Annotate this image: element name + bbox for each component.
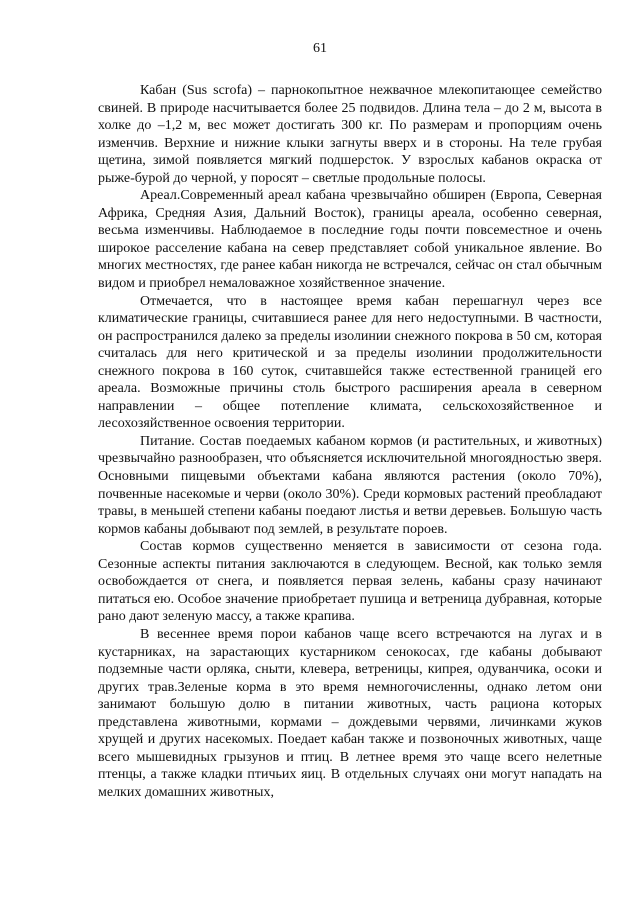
paragraph-range-expansion: Отмечается, что в настоящее время кабан перешагнул через все климатические границы, считавшиеся ранее для него недоступными. В частности, он распространился далеко за пределы изолинии снежного покрова в 50 см, которая считалась для него критической и за пределы изолинии продолжительности снежного покрова в 160 суток, считавшейся также естественной границей его ареала. Возможные причины столь быстрого расширения ареала в северном направлении – общее потепление климата, сельскохозяйственное и лесохозяйственное освоения территории. [98,293,602,432]
paragraph-range: Ареал.Современный ареал кабана чрезвычайно обширен (Европа, Северная Африка, Средняя Азия, Дальний Восток), границы ареала, особенно северная, весьма изменчивы. Наблюдаемое в последние годы почти повсеместное и очень широкое расселение кабана на север представляет собой уникальное явление. Во многих местностях, где ранее кабан никогда не встречался, сейчас он стал обычным видом и приобрел немаловажное хозяйственное значение. [98,188,602,292]
paragraph-seasonal-diet: Состав кормов существенно меняется в зависимости от сезона года. Сезонные аспекты питания заключаются в следующем. Весной, как только земля освобождается от снега, и появляется первая зелень, кабаны сразу начинают питаться ею. Особое значение приобретает пушица и ветреница дубравная, которые рано дают зеленую массу, а также крапива. [98,539,602,625]
paragraph-spring-summer-diet: В весеннее время порои кабанов чаще всего встречаются на лугах и в кустарниках, на зарастающих кустарником сенокосах, где кабаны добывают подземные части орляка, сныти, клевера, ветреницы, кипрея, одуванчика, осоки и других трав.Зеленые корма в это время немногочисленны, однако летом они занимают большую долю в питании животных, часть рациона которых представлена животными, кормами – дождевыми червями, личинками жуков хрущей и других насекомых. Поедает кабан также и позвоночных животных, чаще всего мышевидных грызунов и птиц. В летнее время это чаще всего нелетные птенцы, а также кладки птичьих яиц. В отдельных случаях они могут нападать на мелких домашних животных, [98,626,602,800]
document-body [98,82,602,801]
paragraph-diet: Питание. Состав поедаемых кабаном кормов (и растительных, и животных) чрезвычайно разнообразен, что объясняется исключительной многоядностью зверя. Основными пищевыми объектами кабана являются растения (около 70%), почвенные насекомые и черви (около 30%). Среди кормовых растений преобладают травы, в меньшей степени кабаны поедают листья и ветви деревьев. Большую часть кормов кабаны добывают под землей, в результате пороев. [98,433,602,537]
paragraph-description: Кабан (Sus scrofa) – парнокопытное нежвачное млекопитающее семейство свиней. В природе насчитывается более 25 подвидов. Длина тела – до 2 м, высота в холке до –1,2 м, вес может достигать 300 кг. По размерам и пропорциям очень изменчив. Верхние и нижние клыки загнуты вверх и в стороны. На теле грубая щетина, зимой появляется мягкий подшерсток. У взрослых кабанов окраска от рыже-бурой до черной, у поросят – светлые продольные полосы. [98,83,602,186]
page-number: 61 [313,41,327,56]
